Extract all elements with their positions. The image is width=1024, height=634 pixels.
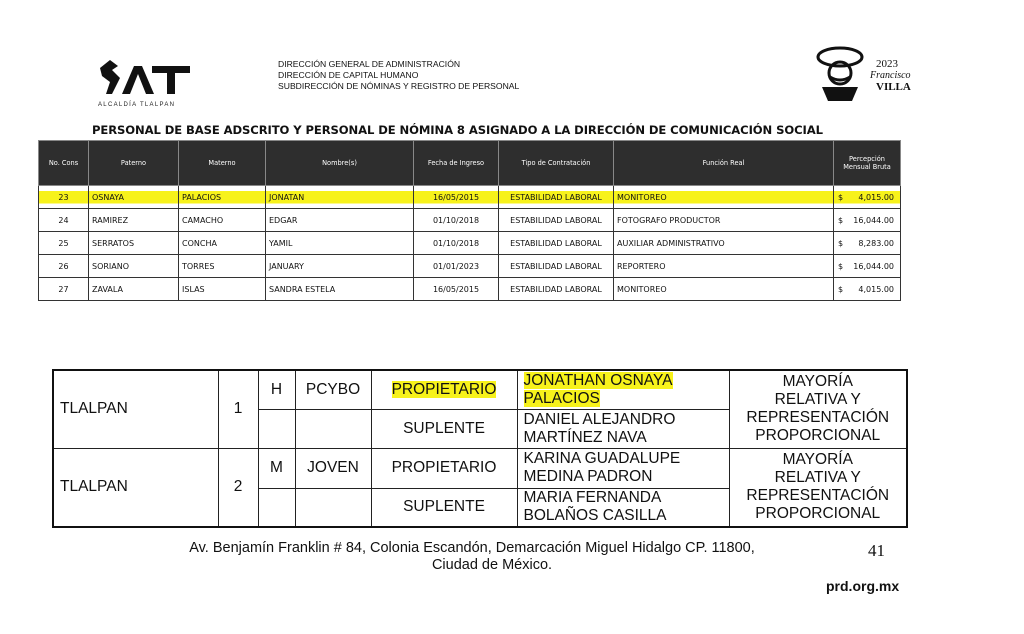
cell-materno: CAMACHO xyxy=(179,209,266,232)
address-line: Ciudad de México. xyxy=(431,557,553,573)
name-line: MARIA FERNANDA xyxy=(523,489,662,507)
candidate-name-cell xyxy=(517,370,729,409)
principle-line: MAYORÍA xyxy=(782,451,853,469)
cell-no: 24 xyxy=(39,209,89,232)
cell-tipo: ESTABILIDAD LABORAL xyxy=(499,232,614,255)
cell-percepcion xyxy=(834,232,901,255)
candidate-row xyxy=(53,448,907,488)
page-number: 41 xyxy=(868,541,885,560)
cell-percepcion xyxy=(834,209,901,232)
cell-nombre: EDGAR xyxy=(266,209,414,232)
candidates-table xyxy=(52,369,908,528)
cell-nombre: YAMIL xyxy=(266,232,414,255)
amount: 16,044.00 xyxy=(853,261,894,271)
principle-line: MAYORÍA xyxy=(782,373,853,391)
svg-text:VILLA: VILLA xyxy=(876,81,911,93)
cell-no: 25 xyxy=(39,232,89,255)
role-cell: PROPIETARIO xyxy=(371,448,517,488)
cell-fecha: 01/10/2018 xyxy=(414,232,499,255)
cell-percepcion xyxy=(834,255,901,278)
cell-funcion: MONITOREO xyxy=(614,278,834,301)
cell-tipo: ESTABILIDAD LABORAL xyxy=(499,186,614,209)
municipio-cell: TLALPAN xyxy=(53,448,218,527)
document-title: PERSONAL DE BASE ADSCRITO Y PERSONAL DE NÓMINA 8 ASIGNADO A LA DIRECCIÓN DE COMUNICACIÓN SOCIAL xyxy=(92,123,823,137)
name-line: BOLAÑOS CASILLA xyxy=(523,507,667,525)
cell-materno: CONCHA xyxy=(179,232,266,255)
francisco-villa-2023-logo xyxy=(812,43,912,105)
candidate-name-cell xyxy=(517,448,729,488)
group-cell: PCYBO xyxy=(295,370,371,409)
gender-cell: H xyxy=(258,370,295,409)
empty-cell xyxy=(295,409,371,448)
role-cell xyxy=(371,370,517,409)
highlighted-role: PROPIETARIO xyxy=(391,380,497,398)
cell-no: 26 xyxy=(39,255,89,278)
cell-materno: ISLAS xyxy=(179,278,266,301)
principle-line: RELATIVA Y xyxy=(774,391,861,409)
column-header: No. Cons xyxy=(39,141,89,186)
column-header: Nombre(s) xyxy=(266,141,414,186)
gender-cell: M xyxy=(258,448,295,488)
cell-tipo: ESTABILIDAD LABORAL xyxy=(499,278,614,301)
candidate-name-cell xyxy=(517,409,729,448)
cell-no: 23 xyxy=(39,186,89,209)
cell-materno: PALACIOS xyxy=(179,186,266,209)
cell-funcion: REPORTERO xyxy=(614,255,834,278)
cell-percepcion xyxy=(834,186,901,209)
currency-sign: $ xyxy=(838,284,844,294)
staff-row xyxy=(39,209,901,232)
staff-row xyxy=(39,278,901,301)
empty-cell xyxy=(295,488,371,527)
alcaldia-tlalpan-logo xyxy=(96,58,194,112)
website-link[interactable]: prd.org.mx xyxy=(826,578,900,594)
cell-percepcion xyxy=(834,278,901,301)
cell-materno: TORRES xyxy=(179,255,266,278)
currency-sign: $ xyxy=(838,261,844,271)
cell-fecha: 16/05/2015 xyxy=(414,186,499,209)
candidate-name-cell xyxy=(517,488,729,527)
principle-line: RELATIVA Y xyxy=(774,469,861,487)
header-line: SUBDIRECCIÓN DE NÓMINAS Y REGISTRO DE PERSONAL xyxy=(278,81,520,91)
cell-paterno: OSNAYA xyxy=(89,186,179,209)
cell-tipo: ESTABILIDAD LABORAL xyxy=(499,209,614,232)
amount: 8,283.00 xyxy=(858,238,894,248)
cell-tipo: ESTABILIDAD LABORAL xyxy=(499,255,614,278)
staff-table-header xyxy=(39,141,901,186)
cell-no: 27 xyxy=(39,278,89,301)
column-header: Función Real xyxy=(614,141,834,186)
staff-table xyxy=(38,140,901,301)
municipio-cell: TLALPAN xyxy=(53,370,218,448)
district-number-cell: 2 xyxy=(218,448,258,527)
cell-fecha: 01/10/2018 xyxy=(414,209,499,232)
currency-sign: $ xyxy=(838,192,844,202)
staff-row xyxy=(39,232,901,255)
highlighted-name-line: PALACIOS xyxy=(523,389,600,407)
cell-fecha: 01/01/2023 xyxy=(414,255,499,278)
column-header: Tipo de Contratación xyxy=(499,141,614,186)
highlighted-name-line: JONATHAN OSNAYA xyxy=(523,371,673,389)
name-line: MARTÍNEZ NAVA xyxy=(523,428,647,446)
amount: 4,015.00 xyxy=(858,192,894,202)
cell-nombre: JANUARY xyxy=(266,255,414,278)
amount: 4,015.00 xyxy=(858,284,894,294)
cell-paterno: ZAVALA xyxy=(89,278,179,301)
logo-left-caption: ALCALDÍA TLALPAN xyxy=(98,102,176,108)
name-line: KARINA GUADALUPE xyxy=(523,450,681,467)
cell-paterno: RAMIREZ xyxy=(89,209,179,232)
candidate-row xyxy=(53,370,907,409)
svg-text:2023: 2023 xyxy=(876,58,898,70)
cell-funcion: MONITOREO xyxy=(614,186,834,209)
principle-line: REPRESENTACIÓN xyxy=(746,409,890,427)
cell-funcion: FOTOGRAFO PRODUCTOR xyxy=(614,209,834,232)
document-header xyxy=(278,59,519,92)
cell-fecha: 16/05/2015 xyxy=(414,278,499,301)
group-cell: JOVEN xyxy=(295,448,371,488)
district-number-cell: 1 xyxy=(218,370,258,448)
currency-sign: $ xyxy=(838,238,844,248)
amount: 16,044.00 xyxy=(853,215,894,225)
principle-line: REPRESENTACIÓN xyxy=(746,487,890,505)
principle-cell xyxy=(729,448,907,527)
currency-sign: $ xyxy=(838,215,844,225)
principle-line: PROPORCIONAL xyxy=(755,427,881,445)
column-header: Materno xyxy=(179,141,266,186)
cell-paterno: SERRATOS xyxy=(89,232,179,255)
name-line: DANIEL ALEJANDRO xyxy=(523,410,676,428)
column-header: Percepción Mensual Bruta xyxy=(834,141,901,186)
role-cell: SUPLENTE xyxy=(371,409,517,448)
cell-nombre: JONATAN xyxy=(266,186,414,209)
empty-cell xyxy=(258,409,295,448)
staff-row-highlighted xyxy=(39,186,901,209)
name-line: MEDINA PADRON xyxy=(523,468,653,485)
empty-cell xyxy=(258,488,295,527)
principle-cell xyxy=(729,370,907,448)
principle-line: PROPORCIONAL xyxy=(755,505,881,523)
header-line: DIRECCIÓN DE CAPITAL HUMANO xyxy=(278,70,419,80)
svg-text:Francisco: Francisco xyxy=(870,70,911,81)
column-header: Fecha de Ingreso xyxy=(414,141,499,186)
staff-row xyxy=(39,255,901,278)
cell-nombre: SANDRA ESTELA xyxy=(266,278,414,301)
role-cell: SUPLENTE xyxy=(371,488,517,527)
address-line: Av. Benjamín Franklin # 84, Colonia Escandón, Demarcación Miguel Hidalgo CP. 11800, xyxy=(189,540,755,556)
column-header: Paterno xyxy=(89,141,179,186)
header-line: DIRECCIÓN GENERAL DE ADMINISTRACIÓN xyxy=(278,59,461,69)
cell-funcion: AUXILIAR ADMINISTRATIVO xyxy=(614,232,834,255)
cell-paterno: SORIANO xyxy=(89,255,179,278)
